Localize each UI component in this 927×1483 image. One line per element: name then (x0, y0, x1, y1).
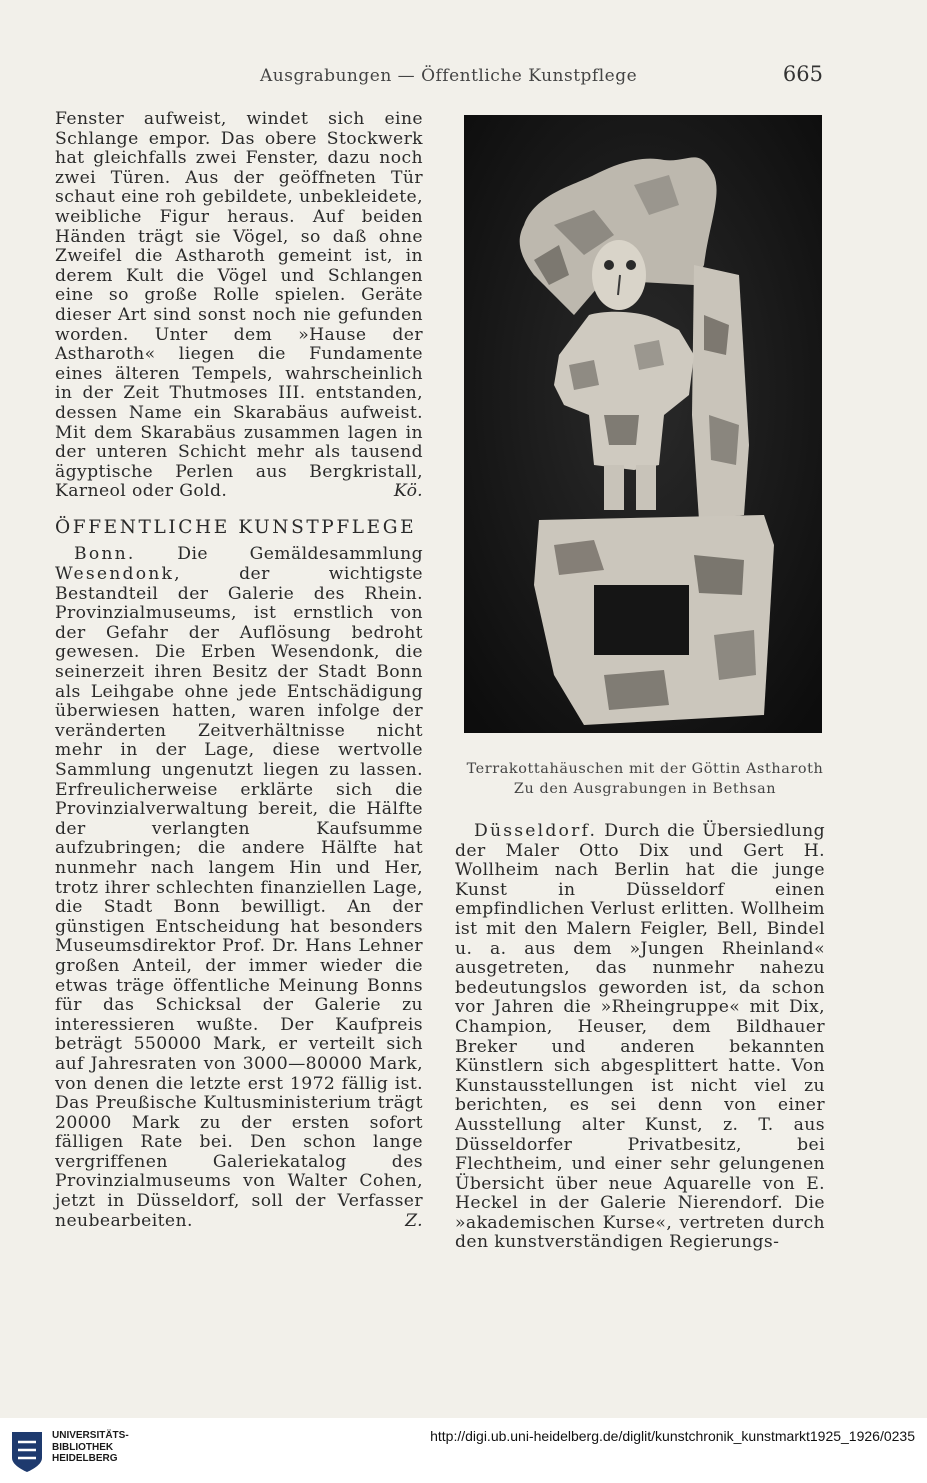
bonn-paragraph (55, 545, 423, 1231)
shrine-illustration (464, 115, 822, 733)
figure-caption (449, 760, 841, 799)
library-line-3: HEIDELBERG (52, 1453, 118, 1464)
page-number: 665 (782, 62, 823, 86)
author-signature-koe: Kö. (393, 481, 423, 502)
excavation-paragraph (55, 110, 423, 502)
author-signature-z: Z. (405, 1210, 423, 1231)
running-header: Ausgrabungen — Öffentliche Kunstpflege (260, 66, 638, 86)
source-url-link[interactable]: http://digi.ub.uni-heidelberg.de/diglit/kunstchronik_kunstmarkt1925_1926/0235 (430, 1428, 915, 1444)
duesseldorf-city-label: Düsseldorf. (474, 821, 598, 841)
duesseldorf-text: Durch die Übersiedlung der Maler Otto Dix und Gert H. Wollheim nach Berlin hat die junge Kunst in Düsseldorf einen empfindlichen Verlust erlitten. Wollheim ist mit den Malern Feigler, Bell, Bindel u. a. aus dem »Jungen Rheinland« ausgetreten, das nunmehr nahezu bedeutungslos geworden ist, da schon vor Jahren die »Rheingruppe« mit Dix, Champion, Heuser, dem Bildhauer Breker und anderen bekannten Künstlern sich abgesplittert hatte. Von Kunstausstellungen ist nicht viel zu berichten, es sei denn von einer Ausstellung alter Kunst, z. T. aus Düsseldorfer Privatbesitz, bei Flechtheim, und einer sehr gelungenen Übersicht über neue Aquarelle von E. Heckel in der Galerie Nierendorf. Die »akademischen Kurse«, vertreten durch den kunstverständigen Regierungs- (455, 821, 825, 1253)
bonn-text-b: , der wichtigste Bestandteil der Galerie des Rhein. Provinzialmuseums, ist ernstlich von der Gefahr der Auflösung bedroht gewesen. Die Erben Wesendonk, die seinerzeit ihren Besitz der Stadt Bonn als Leihgabe ohne jede Entschädigung überwiesen hatten, waren infolge der veränderten Zeitverhältnisse nicht mehr in der Lage, diese wertvolle Sammlung ungenutzt liegen zu lassen. Erfreulicherweise erklärte sich die Provinzialverwaltung bereit, die Hälfte der verlangten Kaufsumme aufzubringen; die andere Hälfte hat nunmehr nach langem Hin und Her, trotz ihrer schlechten finanziellen Lage, die Stadt Bonn bewilligt. An der günstigen Entscheidung hat besonders Museumsdirektor Prof. Dr. Hans Lehner großen Anteil, der immer wieder die etwas träge öffentliche Meinung Bonns für das Schicksal der Galerie zu interessieren wußte. Der Kaufpreis beträgt 550000 Mark, er verteilt sich auf Jahresraten von 3000—80000 Mark, von denen die letzte erst 1972 fällig ist. Das Preußische Kultusministerium trägt 20000 Mark zu der ersten sofort fälligen Rate bei. Den schon lange vergriffenen Galeriekatalog des Provinzialmuseums von Walter Cohen, jetzt in Düsseldorf, soll der Verfasser neubearbeiten. (55, 564, 423, 1231)
duesseldorf-paragraph (455, 822, 825, 1253)
library-line-1: UNIVERSITÄTS- (52, 1430, 129, 1441)
caption-line-1: Terrakottahäuschen mit der Göttin Astharoth (466, 761, 824, 777)
excavation-text: Fenster aufweist, windet sich eine Schlange empor. Das obere Stockwerk hat gleichfalls zwei Fenster, dazu noch zwei Türen. Aus der geöffneten Tür schaut eine roh gebildete, unbekleidete, weibliche Figur heraus. Auf beiden Händen trägt sie Vögel, so daß ohne Zweifel die Astharoth gemeint ist, in derem Kult die Vögel und Schlangen eine so große Rolle spielen. Geräte dieser Art sind sonst noch nie gefunden worden. Unter dem »Hause der Astharoth« liegen die Fundamente eines älteren Tempels, wahrscheinlich in der Zeit Thutmoses III. entstanden, dessen Name ein Skarabäus aufweist. Mit dem Skarabäus zusammen lagen in der unteren Schicht mehr als tausend ägyptische Perlen aus Bergkristall, Karneol oder Gold. (55, 109, 423, 502)
library-name (52, 1430, 129, 1465)
terracotta-shrine-photo (464, 115, 822, 733)
wesendonk-name: Wesendonk (55, 564, 175, 585)
caption-line-2: Zu den Ausgrabungen in Bethsan (513, 780, 777, 797)
university-library-logo-icon (8, 1428, 46, 1474)
library-line-2: BIBLIOTHEK (52, 1441, 114, 1453)
bonn-city-label: Bonn. (74, 544, 136, 565)
left-column (55, 110, 423, 1231)
section-heading: ÖFFENTLICHE KUNSTPFLEGE (55, 516, 417, 538)
bonn-text-a: Die Gemäldesammlung (177, 544, 423, 565)
right-column (455, 822, 825, 1253)
